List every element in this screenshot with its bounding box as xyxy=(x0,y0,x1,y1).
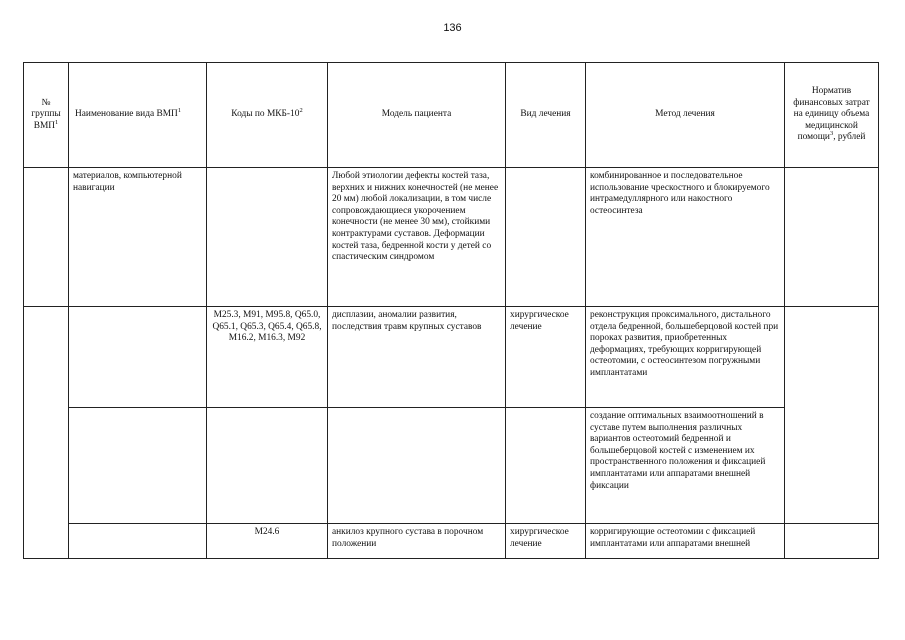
vmp-table xyxy=(23,62,879,559)
cell-treatment-method: комбинированное и последовательное использование чрескостного и блокируемого интрамедуллярного или накостного остеосинтеза xyxy=(586,168,785,307)
cell-vmp-name xyxy=(69,408,207,524)
cell-vmp-name xyxy=(69,524,207,559)
cell-cost-norm xyxy=(785,307,879,524)
cell-treatment-type: хирургическое лечение xyxy=(506,307,586,408)
cell-treatment-method: создание оптимальных взаимоотношений в суставе путем выполнения различных вариантов остеотомий бедренной и большеберцовой костей с изменением их пространственного положения и фиксацией имплантатами или аппаратами внешней фиксации xyxy=(586,408,785,524)
cell-icd-codes: M24.6 xyxy=(207,524,328,559)
header-treatment-type: Вид лечения xyxy=(506,63,586,168)
table-row xyxy=(24,524,879,559)
table-header-row xyxy=(24,63,879,168)
cell-vmp-name xyxy=(69,307,207,408)
cell-treatment-method: реконструкция проксимального, дистального отдела бедренной, большеберцовой костей при пороках развития, приобретенных деформациях, требующих корригирующей остеотомии, с остеосинтезом погружными имплантатами xyxy=(586,307,785,408)
cell-patient-model: дисплазии, аномалии развития, последствия травм крупных суставов xyxy=(328,307,506,408)
header-patient-model: Модель пациента xyxy=(328,63,506,168)
header-treatment-method: Метод лечения xyxy=(586,63,785,168)
header-vmp-name: Наименование вида ВМП$^1$ xyxy=(69,63,207,168)
cell-treatment-type xyxy=(506,408,586,524)
cell-cost-norm xyxy=(785,524,879,559)
page-number: 136 xyxy=(443,22,462,34)
table-row xyxy=(24,168,879,307)
table-row xyxy=(24,307,879,408)
cell-treatment-method: корригирующие остеотомии с фиксацией имплантатами или аппаратами внешней xyxy=(586,524,785,559)
cell-icd-codes: M25.3, M91, M95.8, Q65.0, Q65.1, Q65.3, Q65.4, Q65.8, M16.2, M16.3, M92 xyxy=(207,307,328,408)
header-icd-codes: Коды по МКБ-$10^2$ xyxy=(207,63,328,168)
cell-group-no xyxy=(24,168,69,307)
cell-group-no xyxy=(24,307,69,559)
cell-patient-model: анкилоз крупного сустава в порочном положении xyxy=(328,524,506,559)
table-row xyxy=(24,408,879,524)
cell-icd-codes xyxy=(207,408,328,524)
cell-patient-model xyxy=(328,408,506,524)
cell-treatment-type: хирургическое лечение xyxy=(506,524,586,559)
cell-vmp-name: материалов, компьютерной навигации xyxy=(69,168,207,307)
cell-icd-codes xyxy=(207,168,328,307)
header-cost-norm: Норматив финансовых затрат на единицу объема медицинской помощи$^3$, рублей xyxy=(785,63,879,168)
header-group-no: № группы ВМП$^1$ xyxy=(24,63,69,168)
cell-treatment-type xyxy=(506,168,586,307)
cell-cost-norm xyxy=(785,168,879,307)
cell-patient-model: Любой этиологии дефекты костей таза, верхних и нижних конечностей (не менее 20 мм) любой локализации, в том числе сопровождающиеся укорочением конечности (не менее 30 мм), стойкими контрактурами суставов. Деформации костей таза, бедренной кости у детей со спастическим синдромом xyxy=(328,168,506,307)
